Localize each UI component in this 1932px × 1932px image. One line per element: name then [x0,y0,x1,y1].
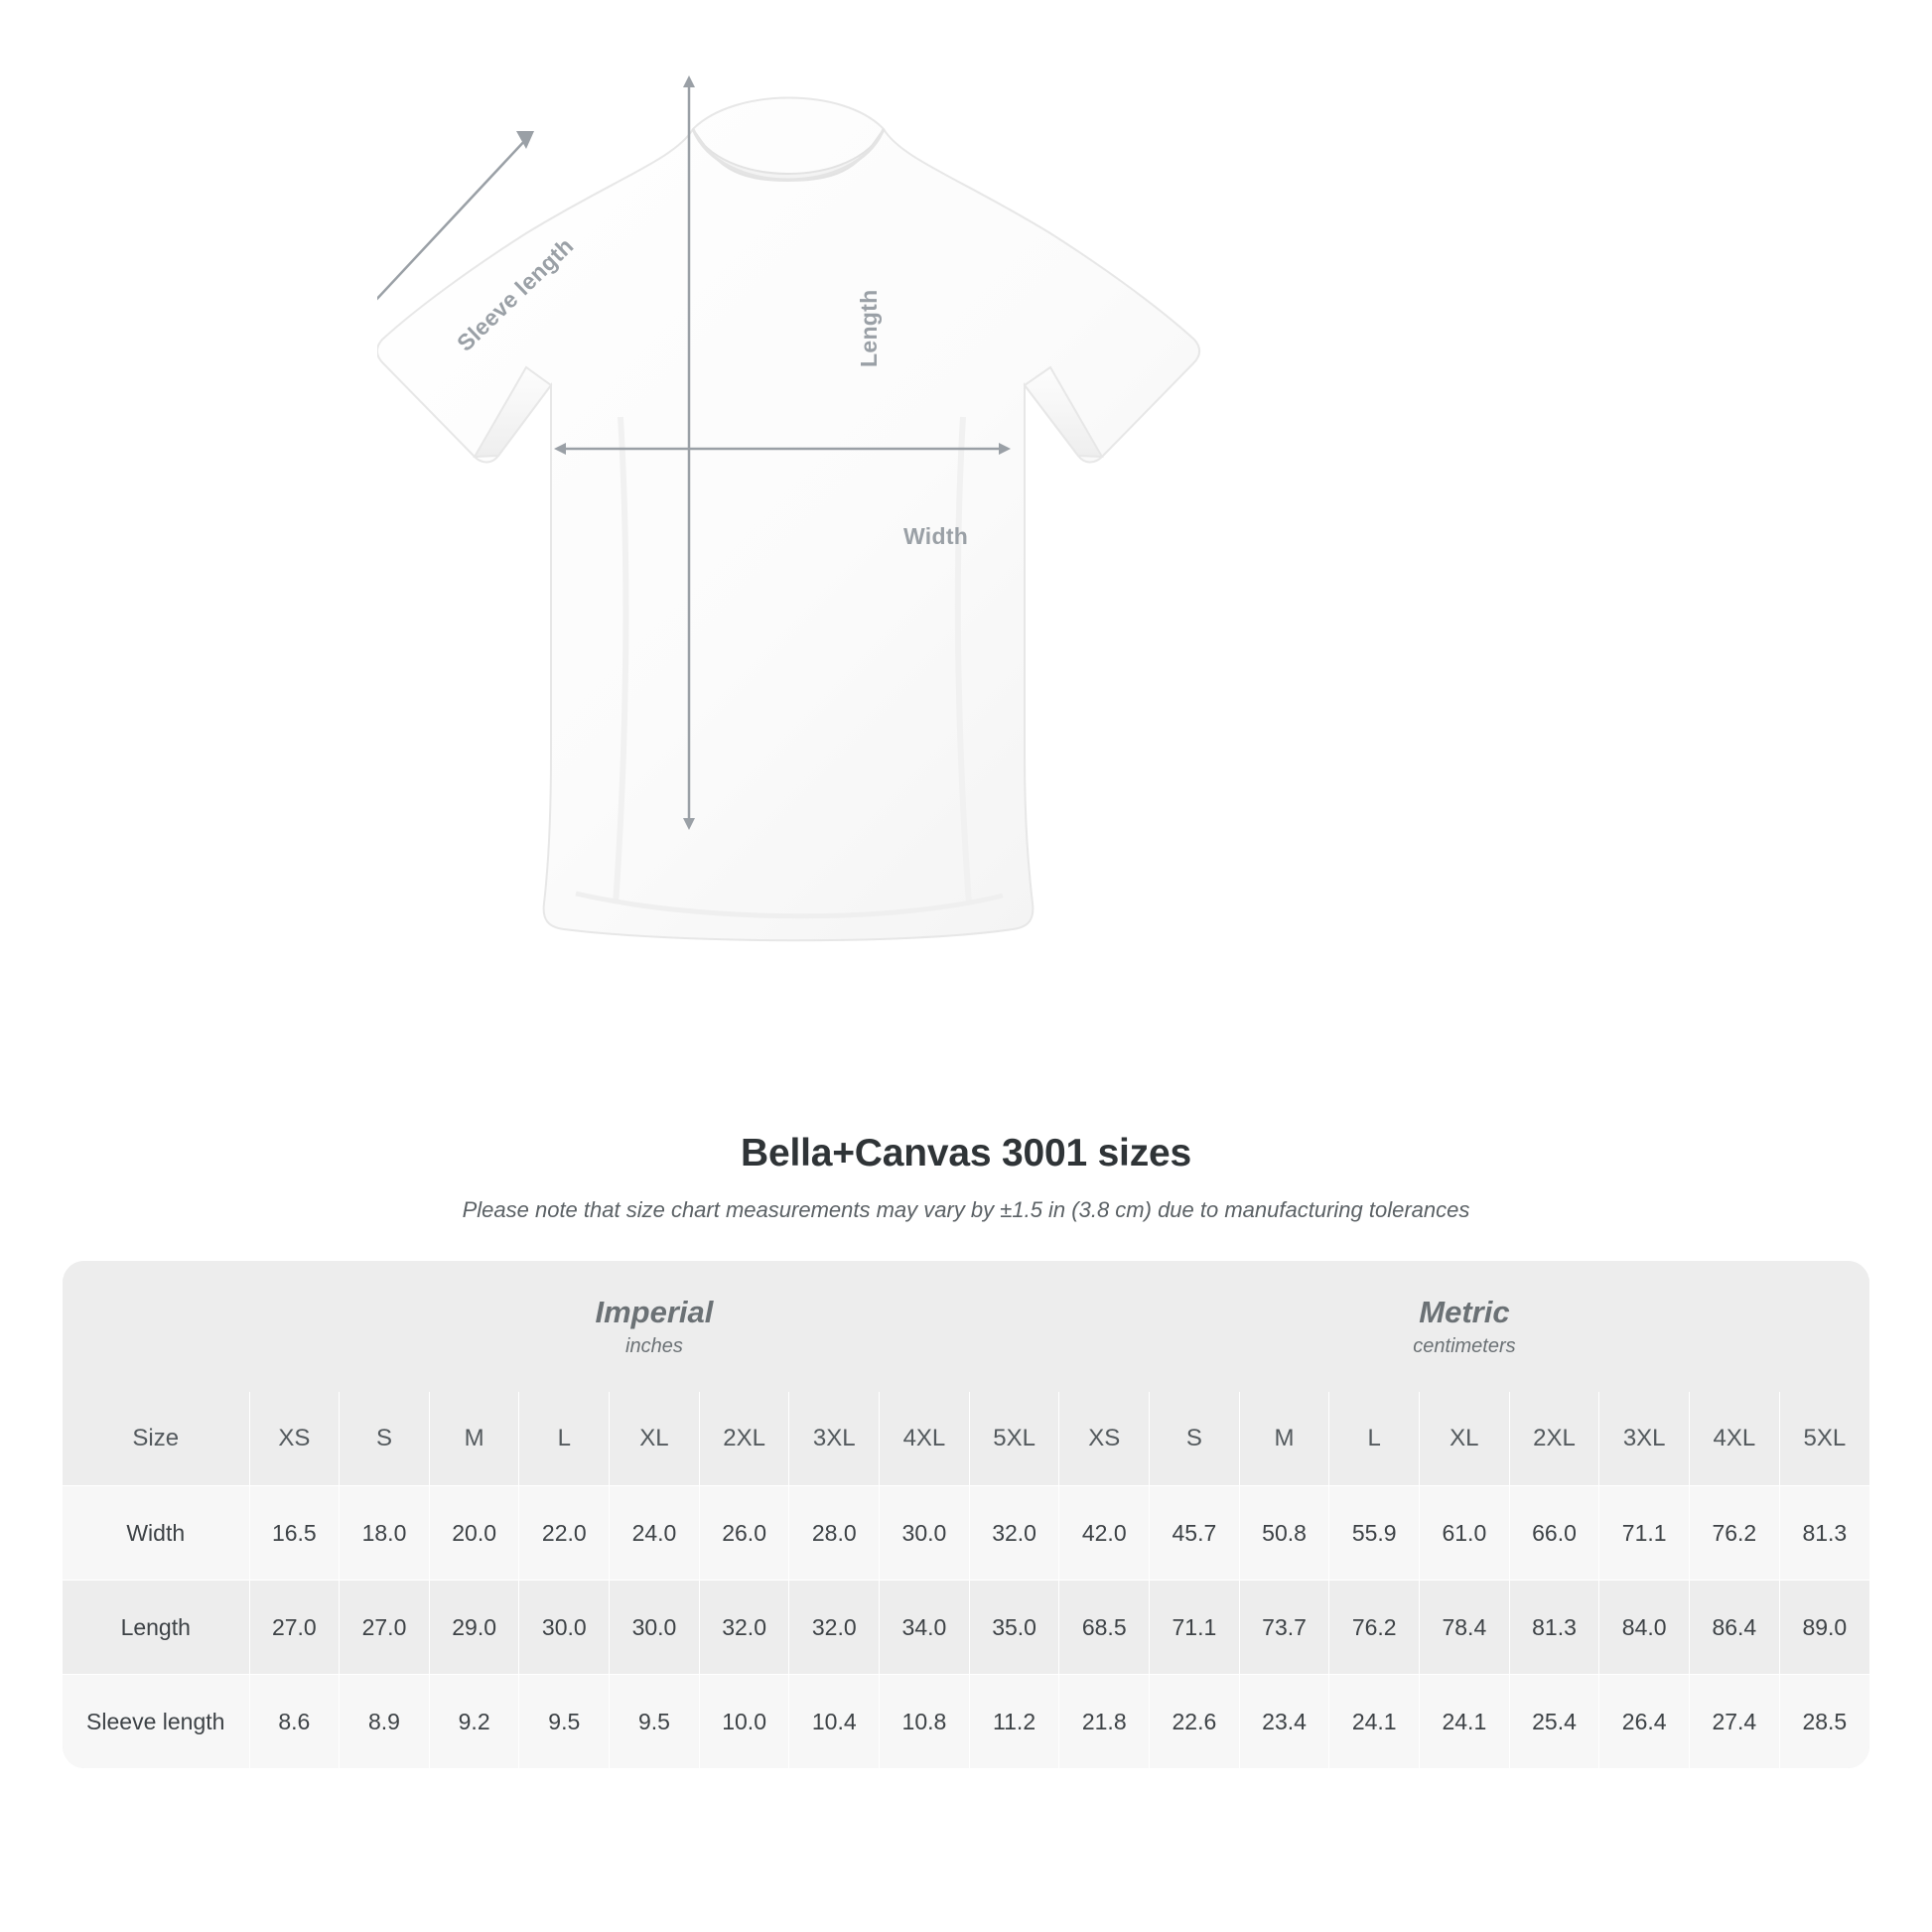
measurement-cell: 28.5 [1779,1675,1869,1769]
measurement-row-label: Length [63,1581,249,1675]
measurement-cell: 32.0 [789,1581,880,1675]
unit-imperial-sub: inches [625,1335,683,1358]
measurement-cell: 78.4 [1420,1581,1510,1675]
size-table-wrap [63,1261,1869,1768]
measurement-cell: 9.2 [429,1675,519,1769]
size-table [63,1261,1869,1768]
size-column-header: 3XL [789,1392,880,1486]
measurement-cell: 30.0 [880,1486,970,1581]
measurement-cell: 32.0 [969,1486,1059,1581]
measurement-cell: 10.0 [699,1675,789,1769]
measurement-cell: 11.2 [969,1675,1059,1769]
measurement-cell: 24.1 [1329,1675,1420,1769]
table-row [63,1581,1869,1675]
size-column-header: XS [249,1392,340,1486]
measurement-cell: 30.0 [519,1581,610,1675]
measurement-cell: 86.4 [1690,1581,1780,1675]
size-column-header: XL [610,1392,700,1486]
measurement-cell: 84.0 [1599,1581,1690,1675]
measurement-cell: 32.0 [699,1581,789,1675]
measurement-cell: 22.0 [519,1486,610,1581]
size-table-body [63,1486,1869,1769]
measurement-cell: 55.9 [1329,1486,1420,1581]
measurement-cell: 24.0 [610,1486,700,1581]
table-row [63,1675,1869,1769]
measurement-cell: 16.5 [249,1486,340,1581]
measurement-cell: 18.0 [340,1486,430,1581]
measurement-cell: 71.1 [1150,1581,1240,1675]
size-column-header: M [1239,1392,1329,1486]
measurement-cell: 21.8 [1059,1675,1150,1769]
tolerance-note: Please note that size chart measurements may vary by ±1.5 in (3.8 cm) due to manufacturing tolerances [462,1197,1470,1222]
measurement-cell: 23.4 [1239,1675,1329,1769]
size-column-header: 4XL [1690,1392,1780,1486]
measurement-cell: 73.7 [1239,1581,1329,1675]
measurement-cell: 9.5 [610,1675,700,1769]
measurement-cell: 8.9 [340,1675,430,1769]
size-column-header: L [1329,1392,1420,1486]
measurement-cell: 68.5 [1059,1581,1150,1675]
measurement-cell: 10.4 [789,1675,880,1769]
unit-header-imperial [249,1261,1059,1392]
measurement-cell: 81.3 [1509,1581,1599,1675]
size-column-header: 2XL [1509,1392,1599,1486]
size-column-header: 5XL [969,1392,1059,1486]
measurement-cell: 27.4 [1690,1675,1780,1769]
size-column-header: XL [1420,1392,1510,1486]
measurement-cell: 28.0 [789,1486,880,1581]
size-column-header: L [519,1392,610,1486]
unit-imperial-name: Imperial [595,1294,714,1329]
measurement-cell: 35.0 [969,1581,1059,1675]
dimension-label-width: Width [903,523,969,549]
measurement-cell: 25.4 [1509,1675,1599,1769]
table-row [63,1486,1869,1581]
measurement-cell: 24.1 [1420,1675,1510,1769]
unit-metric-sub: centimeters [1413,1335,1516,1358]
size-column-header: 4XL [880,1392,970,1486]
measurement-cell: 50.8 [1239,1486,1329,1581]
measurement-cell: 76.2 [1690,1486,1780,1581]
measurement-cell: 76.2 [1329,1581,1420,1675]
size-header-row [63,1392,1869,1486]
tshirt-icon [377,69,1549,1072]
measurement-cell: 42.0 [1059,1486,1150,1581]
size-column-header: M [429,1392,519,1486]
unit-header-row [63,1261,1869,1392]
measurement-cell: 71.1 [1599,1486,1690,1581]
size-column-header: XS [1059,1392,1150,1486]
measurement-cell: 26.4 [1599,1675,1690,1769]
measurement-row-label: Sleeve length [63,1675,249,1769]
measurement-cell: 8.6 [249,1675,340,1769]
measurement-cell: 9.5 [519,1675,610,1769]
dimension-label-length: Length [856,289,882,367]
measurement-cell: 45.7 [1150,1486,1240,1581]
measurement-cell: 26.0 [699,1486,789,1581]
measurement-cell: 81.3 [1779,1486,1869,1581]
measurement-cell: 27.0 [249,1581,340,1675]
dimension-label-sleeve: Sleeve length [452,232,579,356]
measurement-cell: 22.6 [1150,1675,1240,1769]
measurement-cell: 10.8 [880,1675,970,1769]
measurement-cell: 34.0 [880,1581,970,1675]
size-column-header: 5XL [1779,1392,1869,1486]
measurement-cell: 20.0 [429,1486,519,1581]
measurement-row-label: Width [63,1486,249,1581]
table-corner-label: Size [63,1392,249,1486]
unit-header-spacer [63,1261,249,1392]
title-block [0,1132,1932,1223]
measurement-cell: 29.0 [429,1581,519,1675]
measurement-cell: 30.0 [610,1581,700,1675]
size-column-header: S [340,1392,430,1486]
unit-header-metric [1059,1261,1869,1392]
page-title: Bella+Canvas 3001 sizes [741,1132,1191,1174]
size-column-header: 2XL [699,1392,789,1486]
size-column-header: 3XL [1599,1392,1690,1486]
measurement-cell: 61.0 [1420,1486,1510,1581]
unit-metric-name: Metric [1419,1294,1510,1329]
size-column-header: S [1150,1392,1240,1486]
measurement-cell: 27.0 [340,1581,430,1675]
measurement-cell: 66.0 [1509,1486,1599,1581]
measurement-cell: 89.0 [1779,1581,1869,1675]
